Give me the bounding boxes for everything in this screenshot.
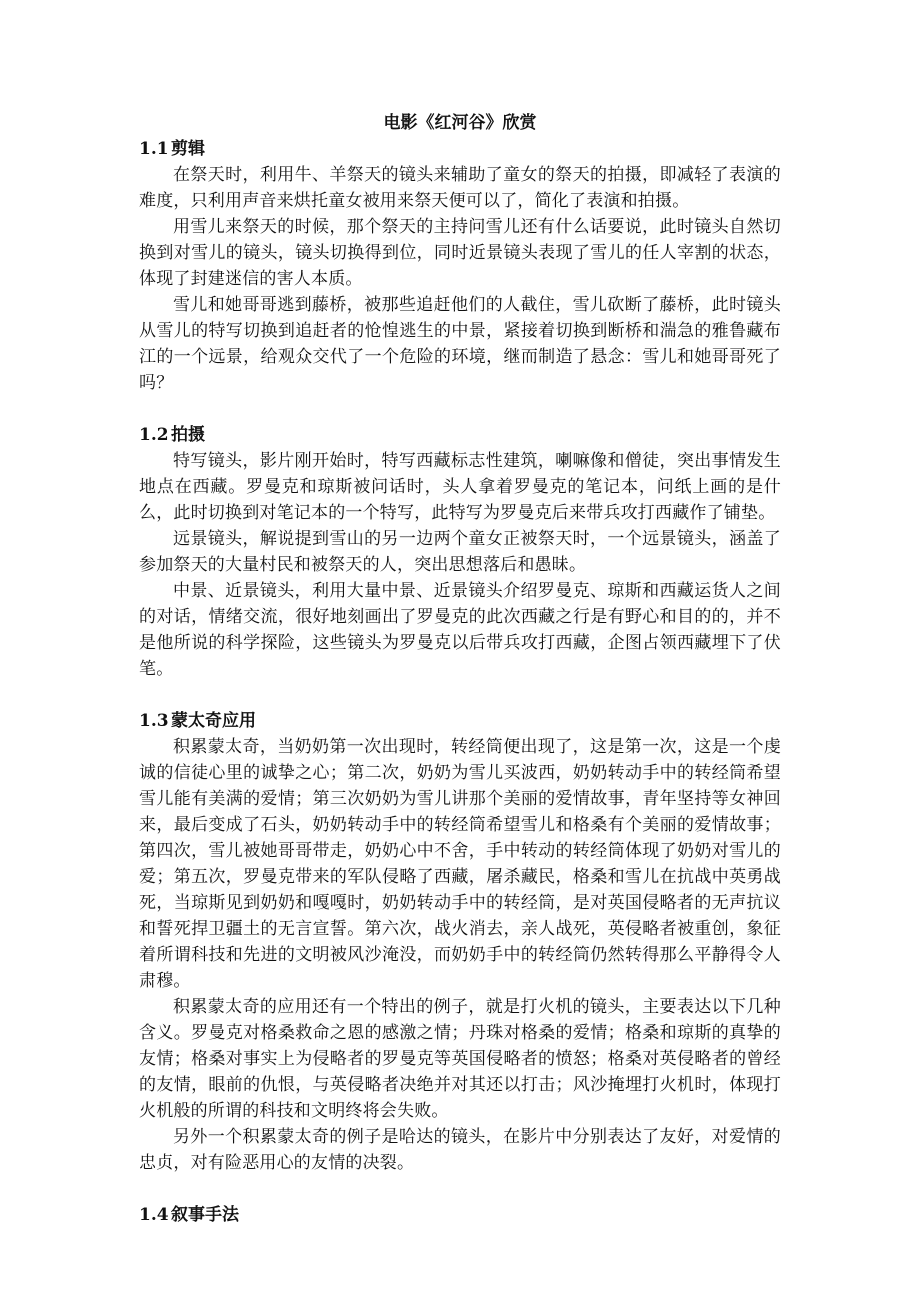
section-number: 1.2 xyxy=(139,425,169,445)
section-number: 1.1 xyxy=(139,139,169,159)
section-number: 1.4 xyxy=(139,1205,169,1225)
section-title: 拍摄 xyxy=(171,425,205,445)
section-heading xyxy=(139,708,781,734)
section-shooting xyxy=(139,422,781,682)
section-number: 1.3 xyxy=(139,711,169,731)
paragraph: 雪儿和她哥哥逃到藤桥，被那些追赶他们的人截住，雪儿砍断了藤桥，此时镜头从雪儿的特写切换到追赶者的怆惶逃生的中景，紧接着切换到断桥和湍急的雅鲁藏布江的一个远景，给观众交代了一个危险的环境，继而制造了悬念：雪儿和她哥哥死了吗？ xyxy=(139,295,781,393)
section-title: 叙事手法 xyxy=(171,1205,239,1225)
section-title: 剪辑 xyxy=(171,139,205,159)
section-editing xyxy=(139,136,781,396)
document-page xyxy=(139,110,781,1228)
paragraph: 在祭天时，利用牛、羊祭天的镜头来辅助了童女的祭天的拍摄，即减轻了表演的难度，只利用声音来烘托童女被用来祭天便可以了，简化了表演和拍摄。 xyxy=(139,165,781,211)
paragraph: 另外一个积累蒙太奇的例子是哈达的镜头，在影片中分别表达了友好，对爱情的忠贞，对有险恶用心的友情的决裂。 xyxy=(139,1127,781,1173)
paragraph: 远景镜头，解说提到雪山的另一边两个童女正被祭天时，一个远景镜头，涵盖了参加祭天的大量村民和被祭天的人，突出思想落后和愚昧。 xyxy=(139,529,781,575)
section-title: 蒙太奇应用 xyxy=(171,711,256,731)
section-spacer xyxy=(139,396,781,422)
paragraph: 用雪儿来祭天的时候，那个祭天的主持问雪儿还有什么话要说，此时镜头自然切换到对雪儿的镜头，镜头切换得到位，同时近景镜头表现了雪儿的任人宰割的状态，体现了封建迷信的害人本质。 xyxy=(139,217,781,289)
section-heading xyxy=(139,136,781,162)
section-montage xyxy=(139,708,781,1176)
section-spacer xyxy=(139,1176,781,1202)
paragraph: 积累蒙太奇的应用还有一个特出的例子，就是打火机的镜头，主要表达以下几种含义。罗曼克对格桑救命之恩的感激之情；丹珠对格桑的爱情；格桑和琼斯的真挚的友情；格桑对事实上为侵略者的罗曼克等英国侵略者的愤怒；格桑对英侵略者的曾经的友情，眼前的仇恨，与英侵略者决绝并对其还以打击；风沙掩埋打火机时，体现打火机般的所谓的科技和文明终将会失败。 xyxy=(139,997,781,1121)
section-narrative xyxy=(139,1202,781,1228)
paragraph: 特写镜头，影片刚开始时，特写西藏标志性建筑，喇嘛像和僧徒，突出事情发生地点在西藏。罗曼克和琼斯被问话时，头人拿着罗曼克的笔记本，问纸上画的是什么，此时切换到对笔记本的一个特写，此特写为罗曼克后来带兵攻打西藏作了铺垫。 xyxy=(139,451,781,523)
section-heading xyxy=(139,1202,781,1228)
paragraph: 中景、近景镜头，利用大量中景、近景镜头介绍罗曼克、琼斯和西藏运货人之间的对话，情绪交流，很好地刻画出了罗曼克的此次西藏之行是有野心和目的的，并不是他所说的科学探险，这些镜头为罗曼克以后带兵攻打西藏，企图占领西藏埋下了伏笔。 xyxy=(139,581,781,679)
paragraph: 积累蒙太奇，当奶奶第一次出现时，转经筒便出现了，这是第一次，这是一个虔诚的信徒心里的诚挚之心；第二次，奶奶为雪儿买波西，奶奶转动手中的转经筒希望雪儿能有美满的爱情；第三次奶奶为雪儿讲那个美丽的爱情故事，青年坚持等女神回来，最后变成了石头，奶奶转动手中的转经筒希望雪儿和格桑有个美丽的爱情故事；第四次，雪儿被她哥哥带走，奶奶心中不舍，手中转动的转经筒体现了奶奶对雪儿的爱；第五次，罗曼克带来的军队侵略了西藏，屠杀藏民，格桑和雪儿在抗战中英勇战死，当琼斯见到奶奶和嘎嘎时，奶奶转动手中的转经筒，是对英国侵略者的无声抗议和誓死捍卫疆土的无言宣誓。第六次，战火消去，亲人战死，英侵略者被重创，象征着所谓科技和先进的文明被风沙淹没，而奶奶手中的转经筒仍然转得那么平静得令人肃穆。 xyxy=(139,737,781,991)
section-heading xyxy=(139,422,781,448)
section-spacer xyxy=(139,682,781,708)
document-title: 电影《红河谷》欣赏 xyxy=(383,113,537,133)
